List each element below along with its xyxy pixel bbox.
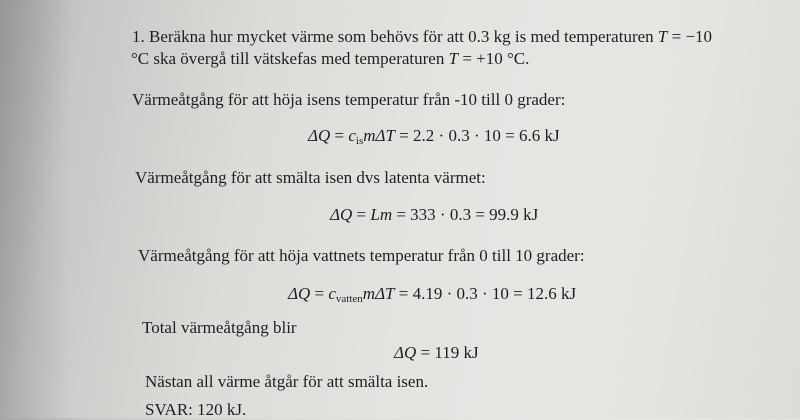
- step3-eq-c: c: [328, 284, 336, 303]
- step2-eq-lhs: ΔQ: [330, 205, 353, 224]
- note-text: Nästan all värme åtgår för att smälta isen.: [145, 372, 429, 391]
- problem-line-2: [131, 49, 529, 69]
- answer-text: SVAR: 120 kJ.: [145, 400, 247, 419]
- step1-text: Värmeåtgång för att höja isens temperatur från -10 till 0 grader:: [132, 90, 566, 109]
- problem-number: 1.: [132, 27, 145, 46]
- problem-var-t2: T: [448, 49, 459, 68]
- step1-equation: $\Delta Q = c_{is}m\Delta T = 2.2 \cdot 0.3 \cdot 10 = 6.6$ kJ: [308, 126, 560, 147]
- step3-eq-values: = 4.19 · 0.3 · 10 = 12.6 kJ: [398, 284, 577, 303]
- step2-equation: ΔQ = Lm = 333 · 0.3 = 99.9 kJ: [330, 205, 539, 224]
- step1-eq-values: = 2.2 · 0.3 · 10 = 6.6 kJ: [399, 126, 560, 145]
- total-equation: [394, 343, 479, 363]
- problem-line-1: [132, 27, 712, 47]
- step1-eq-c-sub: is: [355, 135, 364, 147]
- problem-text-2: °C ska övergå till vätskefas med temperaturen: [131, 49, 445, 68]
- problem-val-t1: = −10: [671, 27, 713, 46]
- step1-eq-c: c: [348, 126, 356, 145]
- step3-text: Värmeåtgång för att höja vattnets temperatur från 0 till 10 grader:: [138, 246, 585, 265]
- total-eq-values: = 119 kJ: [420, 343, 479, 362]
- step2-eq-mid: Lm: [370, 205, 393, 224]
- step3-equation: $\Delta Q = c_{vatten}m\Delta T = 4.19 \cdot 0.3 \cdot 10 = 12.6$ kJ: [288, 284, 577, 305]
- step2-text: Värmeåtgång för att smälta isen dvs latenta värmet:: [135, 168, 486, 187]
- problem-var-t1: T: [657, 27, 668, 46]
- step1-eq-lhs: ΔQ: [308, 126, 331, 145]
- step1-eq-rest: mΔT: [363, 126, 395, 145]
- total-eq-lhs: ΔQ: [394, 343, 417, 362]
- step3-eq-c-sub: vatten: [335, 293, 363, 305]
- problem-val-t2: = +10 °C.: [462, 49, 530, 68]
- step3-eq-rest: mΔT: [362, 284, 395, 303]
- shadow: [0, 0, 70, 418]
- problem-text-1: Beräkna hur mycket värme som behövs för att 0.3 kg is med temperaturen: [149, 27, 654, 46]
- step2-eq-values: = 333 · 0.3 = 99.9 kJ: [396, 205, 539, 224]
- step3-eq-lhs: ΔQ: [288, 284, 311, 303]
- total-text: Total värmeåtgång blir: [142, 318, 297, 337]
